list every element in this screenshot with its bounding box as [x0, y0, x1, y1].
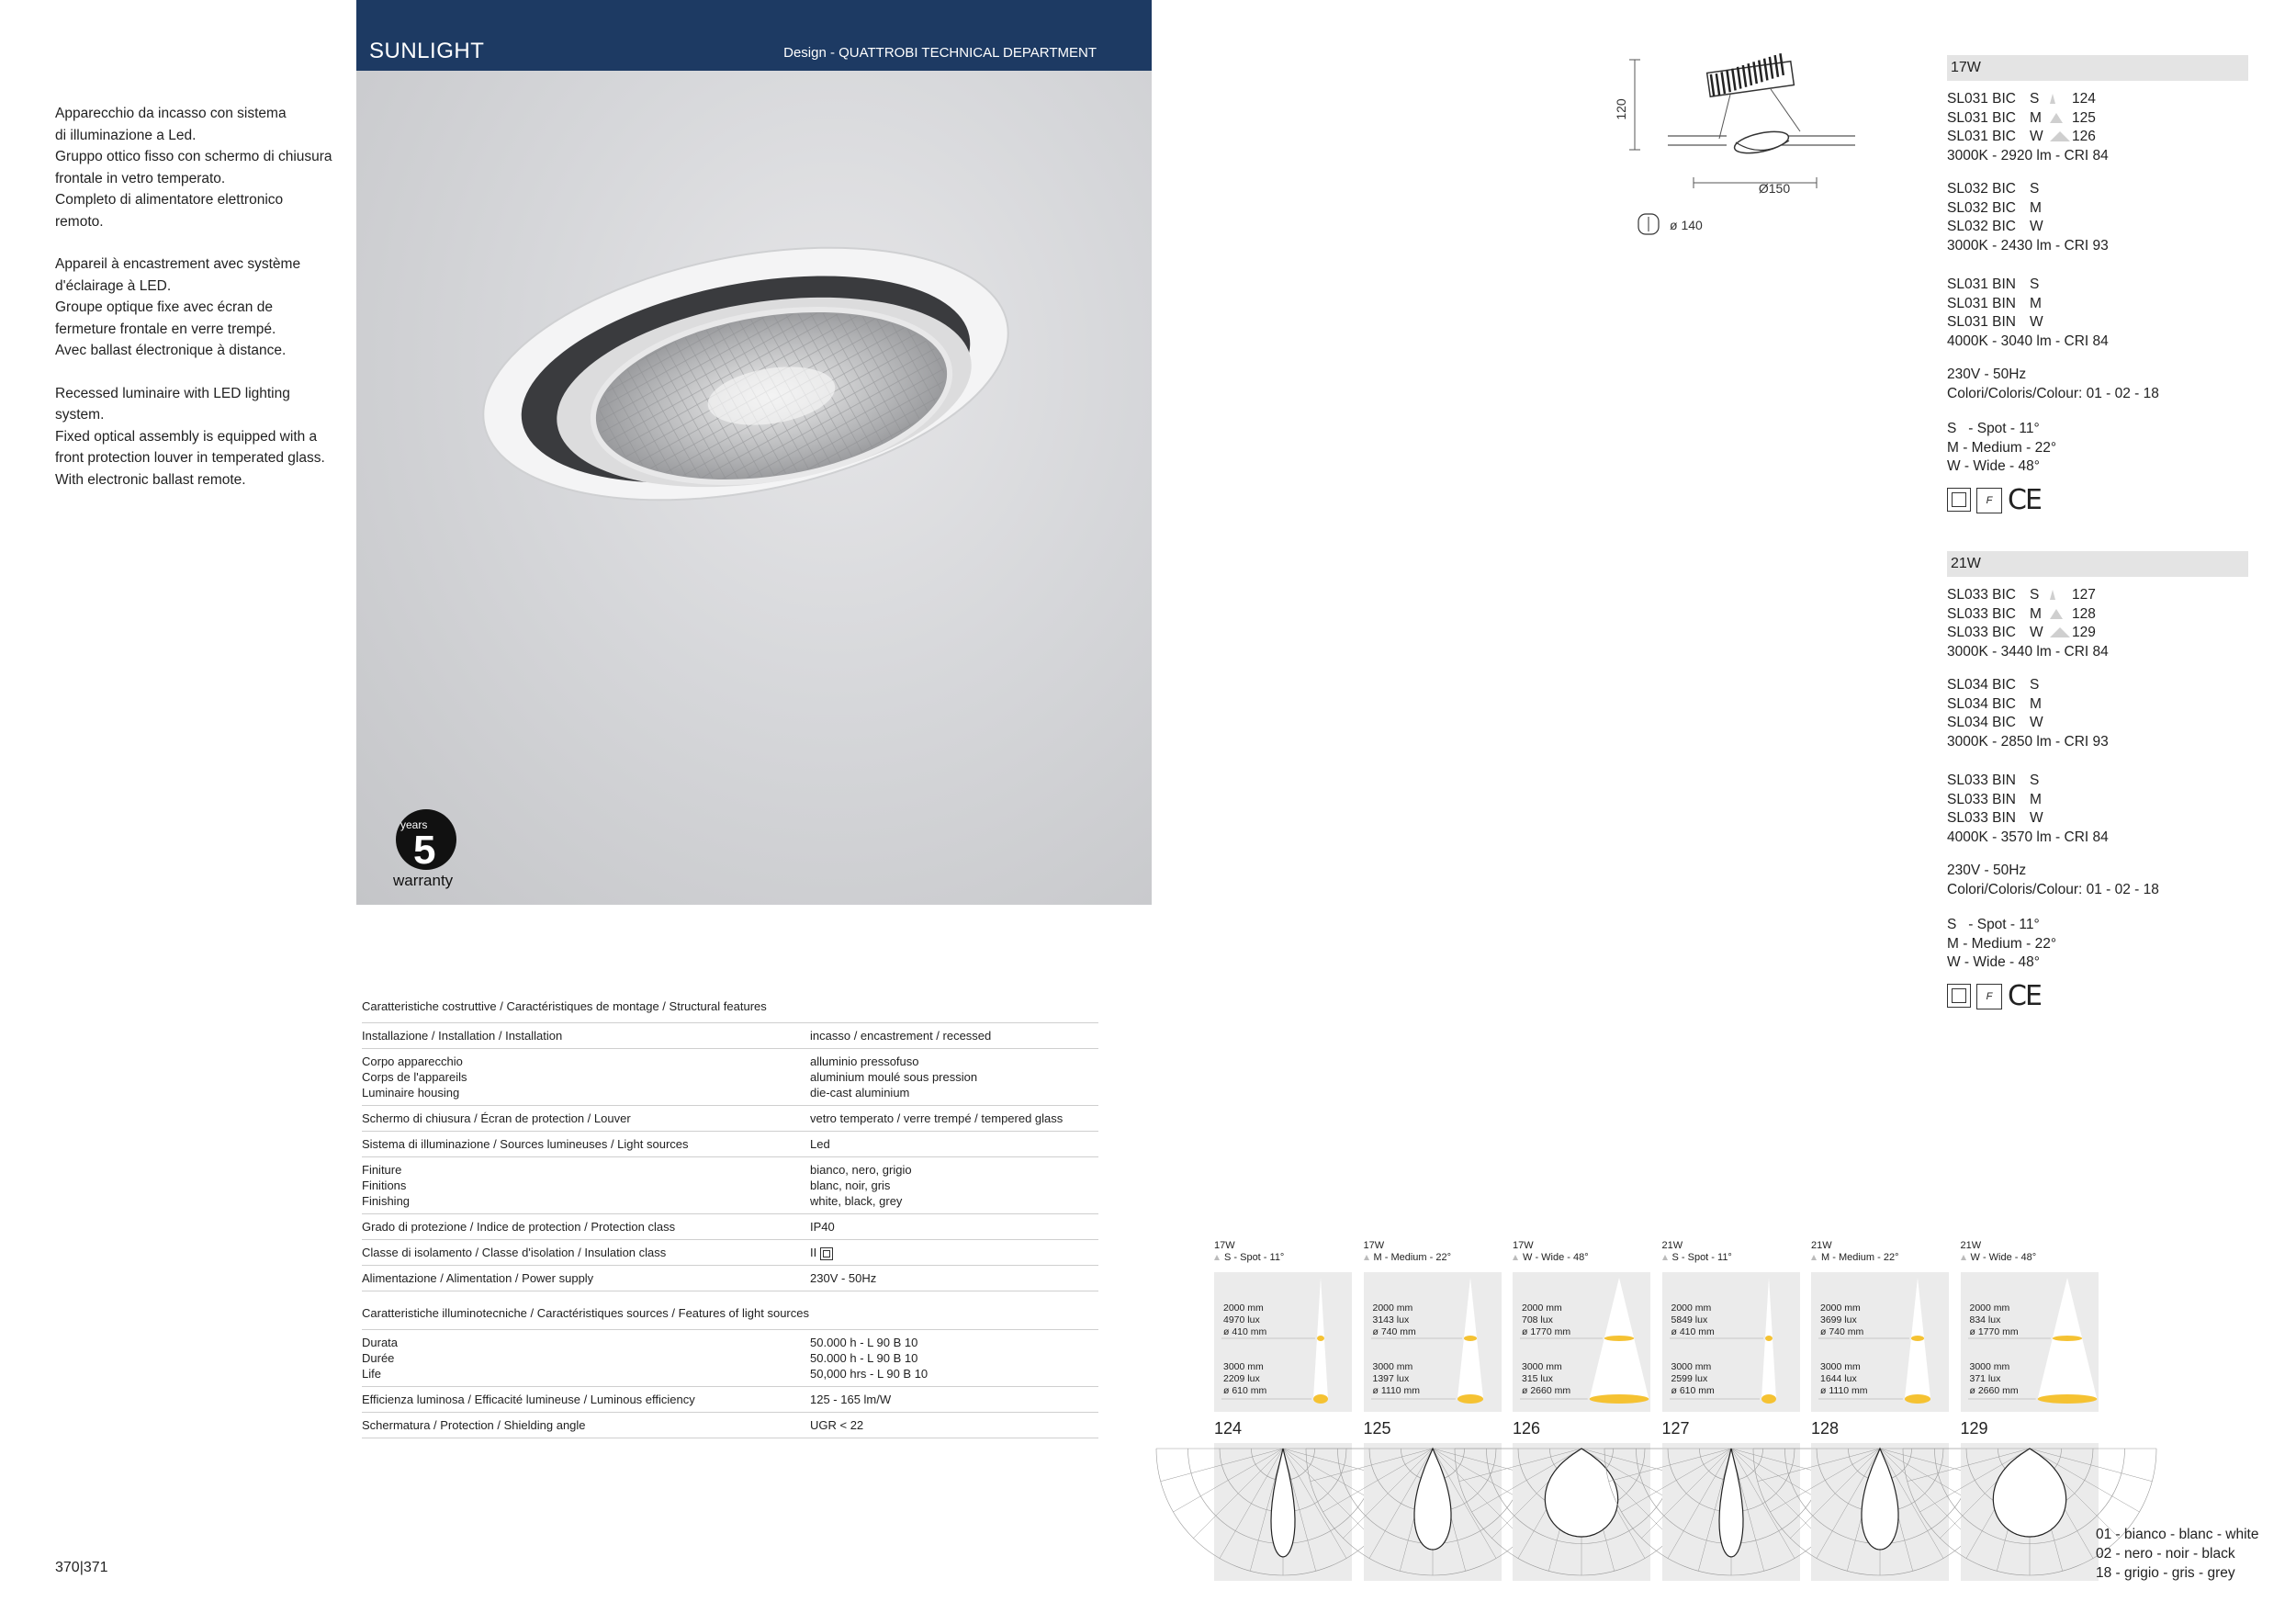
source-spec: 4000K - 3570 lm - CRI 84 [1947, 829, 2109, 845]
code-group-4000k [1947, 276, 2248, 351]
measure-2000: 2000 mm 708 lux ø 1770 mm [1522, 1303, 1571, 1337]
cutout-dimension: ø 140 [1670, 218, 1703, 232]
code-group-3000k-cri93 [1947, 676, 2248, 751]
code-group-3000k-cri84 [1947, 90, 2248, 165]
beam-variant: S [2030, 587, 2040, 603]
polar-spoke [1173, 1449, 1283, 1512]
feature-name: Sistema di illuminazione / Sources lumineuses / Light sources [362, 1137, 689, 1151]
code-line [1947, 218, 2248, 237]
card-beam-label [1513, 1252, 1650, 1272]
product-title: SUNLIGHT [369, 39, 485, 63]
product-code: SL034 BIC [1947, 715, 2016, 730]
feature-value: Led [810, 1137, 830, 1151]
beam-triangle-icon [2050, 90, 2072, 109]
polar-diagram [1364, 1443, 1502, 1581]
photometric-card [1961, 1240, 2099, 1581]
code-line [1947, 695, 2248, 715]
table-row [362, 1023, 1098, 1049]
beam-diagram [1214, 1272, 1352, 1412]
illuminance-spot-3000 [1590, 1394, 1649, 1404]
code-line [1947, 276, 2248, 295]
table-row [362, 1413, 1098, 1438]
product-photo [356, 71, 1152, 905]
photometric-number: 128 [1811, 1419, 1840, 1438]
double-insulation-icon [1947, 488, 1971, 512]
beam-variant: S [2030, 276, 2040, 292]
beam-triangle-icon [1811, 1255, 1817, 1260]
beam-variant: S [2030, 677, 2040, 693]
lighting-features-title: Caratteristiche illuminotecniche / Caractéristiques sources / Features of light sources [362, 1306, 1098, 1330]
code-line [1947, 199, 2248, 219]
code-line [1947, 809, 2248, 829]
code-line [1947, 714, 2248, 733]
beam-diagram [1961, 1272, 2099, 1412]
beam-medium: M - Medium - 22° [1947, 439, 2057, 456]
polar-curve [1271, 1449, 1295, 1557]
code-line [1947, 128, 2248, 147]
description-fr: Appareil à encastrement avec système d'éclairage à LED. Groupe optique fixe avec écran de fermeture frontale en verre trempé. Avec ballast électronique à distance. [55, 256, 301, 358]
warranty-years-word: years [400, 818, 428, 831]
beam-triangle-icon [1364, 1255, 1369, 1260]
certification-marks [1947, 979, 2248, 1012]
product-code: SL031 BIC [1947, 129, 2016, 144]
beam-variant: W [2030, 129, 2043, 144]
polar-spoke [1641, 1449, 1731, 1539]
beam-diagram [1662, 1272, 1800, 1412]
beam-variant: M [2030, 605, 2042, 622]
technical-drawing [1616, 51, 1855, 243]
polar-diagram [1961, 1443, 2099, 1581]
beam-triangle-icon [2050, 624, 2072, 643]
f-mark-icon: F [1976, 488, 2002, 513]
illuminance-spot-2000 [1604, 1336, 1634, 1341]
card-wattage: 17W [1363, 1240, 1385, 1251]
colour-grey: 18 - grigio - gris - grey [2096, 1565, 2235, 1581]
polar-curve [1993, 1449, 2065, 1537]
description-it: Apparecchio da incasso con sistema di illuminazione a Led. Gruppo ottico fisso con schermo di chiusura frontale in vetro temperato. Completo di alimentatore elettronico remoto. [55, 106, 332, 230]
card-wattage: 21W [1661, 1240, 1683, 1251]
polar-spoke [1161, 1449, 1283, 1482]
double-insulation-icon [1947, 984, 1971, 1008]
illuminance-spot-3000 [2037, 1394, 2097, 1404]
photometric-number: 127 [1661, 1419, 1690, 1438]
beam-triangle-icon [1513, 1255, 1518, 1260]
beam-name: W - Wide - 48° [1523, 1252, 1589, 1263]
source-spec: 3000K - 2850 lm - CRI 93 [1947, 733, 2109, 750]
feature-value: alluminio pressofuso aluminium moulé sous pression die-cast aluminium [810, 1054, 978, 1100]
photometric-card [1364, 1240, 1502, 1581]
colour-legend [2096, 1525, 2258, 1583]
feature-value: bianco, nero, grigio blanc, noir, gris white, black, grey [810, 1163, 912, 1208]
warranty-years-number: 5 [413, 828, 436, 873]
product-code: SL031 BIC [1947, 91, 2016, 107]
beam-name: M - Medium - 22° [1821, 1252, 1899, 1263]
feature-name: Schermatura / Protection / Shielding angle [362, 1418, 586, 1432]
product-code: SL031 BIN [1947, 314, 2016, 330]
source-spec: 4000K - 3040 lm - CRI 84 [1947, 333, 2109, 349]
beam-diagram [1364, 1272, 1502, 1412]
measure-2000: 2000 mm 3699 lux ø 740 mm [1820, 1303, 1864, 1337]
beam-triangle-icon [2050, 605, 2072, 625]
double-insulation-icon [820, 1247, 833, 1260]
lighting-features-table [362, 1306, 1098, 1438]
card-wattage: 21W [1811, 1240, 1832, 1251]
beam-name: S - Spot - 11° [1224, 1252, 1285, 1263]
feature-name: Finiture Finitions Finishing [362, 1163, 411, 1208]
beam-variant: S [2030, 181, 2040, 197]
product-code: SL033 BIC [1947, 605, 2016, 622]
source-spec: 3000K - 2920 lm - CRI 84 [1947, 147, 2109, 164]
measure-2000: 2000 mm 3143 lux ø 740 mm [1372, 1303, 1416, 1337]
table-row [362, 1387, 1098, 1413]
card-beam-label [1662, 1252, 1800, 1272]
source-spec: 3000K - 2430 lm - CRI 93 [1947, 237, 2109, 254]
ce-mark-icon: CE [2008, 979, 2041, 1012]
illuminance-spot-2000 [1317, 1336, 1324, 1341]
codes-21w [1947, 551, 2248, 1012]
photometric-ref: 129 [2072, 625, 2096, 640]
polar-curve [1414, 1449, 1451, 1550]
beam-variant: S [2030, 773, 2040, 788]
product-code: SL034 BIC [1947, 677, 2016, 693]
feature-name: Efficienza luminosa / Efficacité lumineuse / Luminous efficiency [362, 1393, 695, 1406]
card-beam-label [1364, 1252, 1502, 1272]
feature-name: Corpo apparecchio Corps de l'appareils Luminaire housing [362, 1054, 467, 1100]
warranty-badge [393, 806, 467, 889]
illuminance-spot-3000 [1905, 1394, 1930, 1404]
code-line [1947, 295, 2248, 314]
measure-2000: 2000 mm 4970 lux ø 410 mm [1223, 1303, 1267, 1337]
code-line [1947, 772, 2248, 791]
illuminance-spot-2000 [1911, 1336, 1924, 1341]
feature-name: Durata Durée Life [362, 1336, 399, 1381]
code-line [1947, 586, 2248, 605]
product-code: SL032 BIC [1947, 199, 2016, 216]
beam-variant: W [2030, 219, 2043, 234]
colour-black: 02 - nero - noir - black [2096, 1546, 2235, 1562]
product-code: SL031 BIC [1947, 109, 2016, 126]
table-row [362, 1049, 1098, 1106]
beam-variant: W [2030, 810, 2043, 826]
certification-marks [1947, 483, 2248, 516]
feature-value: 125 - 165 lm/W [810, 1393, 892, 1406]
photometric-ref: 127 [2072, 587, 2096, 603]
beam-name: S - Spot - 11° [1671, 1252, 1732, 1263]
description-en: Recessed luminaire with LED lighting system. Fixed optical assembly is equipped with a front protection louver in temperated glass. With electronic ballast remote. [55, 385, 325, 488]
illuminance-spot-2000 [2052, 1336, 2081, 1341]
card-wattage: 17W [1214, 1240, 1235, 1251]
code-line [1947, 676, 2248, 695]
beam-variant: S [2030, 91, 2040, 107]
beam-variant: M [2030, 791, 2042, 807]
beam-medium: M - Medium - 22° [1947, 935, 2057, 952]
measure-3000: 3000 mm 2209 lux ø 610 mm [1223, 1361, 1267, 1396]
product-code: SL031 BIN [1947, 276, 2016, 292]
polar-spoke [1283, 1449, 1373, 1539]
photometric-ref: 125 [2072, 109, 2096, 126]
feature-value: IP40 [810, 1220, 835, 1234]
feature-name: Schermo di chiusura / Écran de protection / Louver [362, 1111, 631, 1125]
photometric-number: 129 [1960, 1419, 1988, 1438]
illuminance-spot-3000 [1761, 1394, 1776, 1404]
code-line [1947, 313, 2248, 333]
beam-spot: S - Spot - 11° [1947, 421, 2040, 436]
f-mark-icon: F [1976, 984, 2002, 1009]
beam-triangle-icon [2050, 109, 2072, 129]
measure-3000: 3000 mm 1397 lux ø 1110 mm [1372, 1361, 1421, 1396]
illuminance-spot-2000 [1765, 1336, 1773, 1341]
measure-2000: 2000 mm 834 lux ø 1770 mm [1969, 1303, 2019, 1337]
feature-name: Grado di protezione / Indice de protection / Protection class [362, 1220, 676, 1234]
codes-17w [1947, 55, 2248, 516]
table-row [362, 1106, 1098, 1132]
feature-value-wrap [810, 1245, 1098, 1260]
beam-name: W - Wide - 48° [1970, 1252, 2037, 1263]
polar-diagram [1214, 1443, 1352, 1581]
illuminance-spot-2000 [1463, 1336, 1476, 1341]
table-row [362, 1240, 1098, 1266]
measure-3000: 3000 mm 1644 lux ø 1110 mm [1820, 1361, 1868, 1396]
product-code: SL033 BIN [1947, 791, 2016, 807]
page-number: 370|371 [55, 1560, 108, 1575]
photometric-card [1513, 1240, 1650, 1581]
table-row [362, 1132, 1098, 1157]
beam-diagram [1811, 1272, 1949, 1412]
feature-name: Alimentazione / Alimentation / Power supply [362, 1271, 594, 1285]
structural-features-title: Caratteristiche costruttive / Caractéristiques de montage / Structural features [362, 999, 1098, 1023]
polar-diagram [1513, 1443, 1650, 1581]
polar-spoke [1193, 1449, 1283, 1539]
table-row [362, 1266, 1098, 1291]
code-group-3000k-cri84 [1947, 586, 2248, 661]
feature-value: vetro temperato / verre trempé / tempered glass [810, 1111, 1064, 1125]
product-code: SL033 BIC [1947, 587, 2016, 603]
product-code: SL033 BIN [1947, 773, 2016, 788]
power-supply: 230V - 50Hz [1947, 863, 2027, 878]
feature-value: II [810, 1246, 817, 1259]
beam-wide: W - Wide - 48° [1947, 458, 2040, 474]
measure-3000: 3000 mm 315 lux ø 2660 mm [1522, 1361, 1571, 1396]
photometric-number: 124 [1214, 1419, 1243, 1438]
height-dimension: 120 [1614, 98, 1628, 120]
card-beam-label [1214, 1252, 1352, 1272]
beam-triangle-icon [1961, 1255, 1966, 1260]
beam-variant: W [2030, 715, 2043, 730]
luminaire-illustration [356, 71, 1152, 905]
product-code: SL034 BIC [1947, 695, 2016, 712]
product-code: SL033 BIC [1947, 625, 2016, 640]
beam-triangle-icon [1662, 1255, 1668, 1260]
colours: Colori/Coloris/Colour: 01 - 02 - 18 [1947, 385, 2159, 401]
beam-variant: W [2030, 625, 2043, 640]
feature-value: 50.000 h - L 90 B 10 50.000 h - L 90 B 10 50,000 hrs - L 90 B 10 [810, 1336, 929, 1381]
code-line [1947, 90, 2248, 109]
measure-3000: 3000 mm 2599 lux ø 610 mm [1671, 1361, 1715, 1396]
measure-3000: 3000 mm 371 lux ø 2660 mm [1969, 1361, 2019, 1396]
feature-name: Installazione / Installation / Installation [362, 1029, 563, 1043]
photometric-ref: 126 [2072, 129, 2096, 144]
wattage-band-17w: 17W [1947, 55, 2248, 81]
beam-wide: W - Wide - 48° [1947, 954, 2040, 970]
beam-variant: M [2030, 695, 2042, 712]
beam-variant: M [2030, 109, 2042, 126]
polar-diagram [1811, 1443, 1949, 1581]
table-row [362, 1157, 1098, 1214]
table-row [362, 1214, 1098, 1240]
photometric-ref: 124 [2072, 91, 2096, 107]
polar-curve [1545, 1449, 1617, 1537]
warranty-label: warranty [393, 872, 454, 889]
power-supply: 230V - 50Hz [1947, 367, 2027, 382]
product-header [356, 0, 1152, 71]
photometric-number: 126 [1513, 1419, 1541, 1438]
feature-name: Classe di isolamento / Classe d'isolation / Insulation class [362, 1246, 667, 1259]
design-credit: Design - QUATTROBI TECHNICAL DEPARTMENT [783, 45, 1097, 61]
code-group-4000k [1947, 772, 2248, 847]
polar-spoke [1731, 1449, 1821, 1539]
beam-variant: M [2030, 199, 2042, 216]
measure-2000: 2000 mm 5849 lux ø 410 mm [1671, 1303, 1715, 1337]
colours: Colori/Coloris/Colour: 01 - 02 - 18 [1947, 881, 2159, 897]
product-code: SL031 BIN [1947, 295, 2016, 311]
product-code: SL032 BIC [1947, 181, 2016, 197]
card-beam-label [1811, 1252, 1949, 1272]
card-beam-label [1961, 1252, 2099, 1272]
product-description [55, 103, 340, 512]
code-line [1947, 791, 2248, 810]
source-spec: 3000K - 3440 lm - CRI 84 [1947, 643, 2109, 660]
beam-spot: S - Spot - 11° [1947, 917, 2040, 932]
photometric-card [1811, 1240, 1949, 1581]
illuminance-spot-3000 [1457, 1394, 1482, 1404]
beam-variant: M [2030, 295, 2042, 311]
photometric-card [1662, 1240, 1800, 1581]
beam-triangle-icon [2050, 128, 2072, 147]
card-wattage: 17W [1513, 1240, 1534, 1251]
feature-value: incasso / encastrement / recessed [810, 1029, 992, 1043]
structural-features-table [362, 999, 1098, 1291]
card-wattage: 21W [1960, 1240, 1982, 1251]
colour-white: 01 - bianco - blanc - white [2096, 1527, 2259, 1542]
beam-diagram [1513, 1272, 1650, 1412]
polar-curve [1719, 1449, 1743, 1557]
photometric-card [1214, 1240, 1352, 1581]
photometric-ref: 128 [2072, 605, 2096, 622]
illuminance-spot-3000 [1313, 1394, 1328, 1404]
feature-value: 230V - 50Hz [810, 1271, 877, 1285]
beam-name: M - Medium - 22° [1373, 1252, 1451, 1263]
diameter-dimension: Ø150 [1758, 181, 1791, 196]
beam-triangle-icon [1214, 1255, 1220, 1260]
beam-triangle-icon [2050, 586, 2072, 605]
beam-variant: W [2030, 314, 2043, 330]
feature-value: UGR < 22 [810, 1418, 864, 1432]
product-code: SL032 BIC [1947, 219, 2016, 234]
code-line [1947, 605, 2248, 625]
code-line [1947, 624, 2248, 643]
table-row [362, 1330, 1098, 1387]
ce-mark-icon: CE [2008, 483, 2041, 516]
polar-diagram [1662, 1443, 1800, 1581]
wattage-band-21w: 21W [1947, 551, 2248, 577]
code-line [1947, 109, 2248, 129]
code-group-3000k-cri93 [1947, 180, 2248, 255]
polar-curve [1862, 1449, 1898, 1550]
code-line [1947, 180, 2248, 199]
photometric-number: 125 [1363, 1419, 1391, 1438]
product-code: SL033 BIN [1947, 810, 2016, 826]
